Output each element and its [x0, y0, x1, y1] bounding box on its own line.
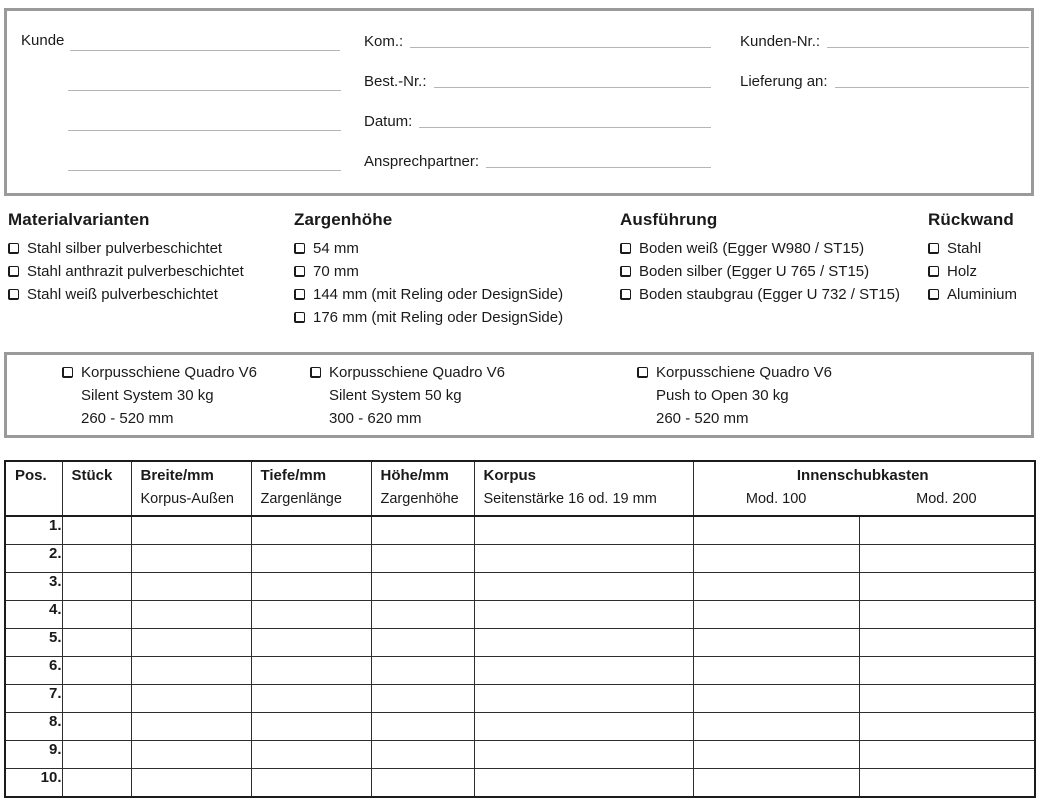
tiefe-cell[interactable]: [251, 769, 371, 797]
checkbox-icon[interactable]: [928, 266, 939, 277]
breite-cell[interactable]: [131, 713, 251, 741]
stueck-cell[interactable]: [62, 769, 131, 797]
korpus-cell[interactable]: [474, 769, 693, 797]
breite-cell[interactable]: [131, 769, 251, 797]
kunde-line-3[interactable]: [68, 130, 341, 131]
hoehe-cell[interactable]: [371, 600, 474, 628]
korpus-cell[interactable]: [474, 741, 693, 769]
kunde-line-2[interactable]: [68, 90, 341, 91]
pos-cell: 3.: [5, 572, 62, 600]
tiefe-cell[interactable]: [251, 628, 371, 656]
mod100-cell[interactable]: [693, 516, 859, 544]
section-title: Ausführung: [620, 210, 718, 229]
customer-info-box: [4, 8, 1034, 196]
hoehe-cell[interactable]: [371, 656, 474, 684]
table-row: [5, 628, 1035, 656]
checkbox-icon[interactable]: [294, 243, 305, 254]
best-nr-label: Best.-Nr.:: [364, 73, 427, 90]
checkbox-icon[interactable]: [620, 266, 631, 277]
stueck-cell[interactable]: [62, 656, 131, 684]
mod200-cell[interactable]: [859, 516, 1035, 544]
mod200-cell[interactable]: [859, 713, 1035, 741]
pos-cell: 5.: [5, 628, 62, 656]
col-header-stueck: Stück: [62, 461, 131, 516]
pos-cell: 1.: [5, 516, 62, 544]
checkbox-icon[interactable]: [8, 266, 19, 277]
checkbox-icon[interactable]: [62, 367, 73, 378]
option-material-weiss[interactable]: [8, 283, 244, 306]
table-row: [5, 516, 1035, 544]
mod100-cell[interactable]: [693, 685, 859, 713]
rail-label: Korpusschiene Quadro V6: [81, 364, 257, 381]
checkbox-icon[interactable]: [294, 312, 305, 323]
table-row: [5, 544, 1035, 572]
ansprechpartner-line[interactable]: [486, 167, 711, 168]
mod200-cell[interactable]: [859, 685, 1035, 713]
option-label: Stahl silber pulverbeschichtet: [27, 240, 223, 257]
breite-cell[interactable]: [131, 628, 251, 656]
korpus-cell[interactable]: [474, 600, 693, 628]
checkbox-icon[interactable]: [8, 289, 19, 300]
mod200-cell[interactable]: [859, 769, 1035, 797]
mod200-cell[interactable]: [859, 572, 1035, 600]
table-row: [5, 713, 1035, 741]
mod200-cell[interactable]: [859, 741, 1035, 769]
table-row: [5, 741, 1035, 769]
field-ansprechpartner: [364, 153, 711, 171]
kunde-label: Kunde: [21, 32, 65, 49]
checkbox-icon[interactable]: [294, 266, 305, 277]
stueck-cell[interactable]: [62, 572, 131, 600]
breite-cell[interactable]: [131, 544, 251, 572]
mod200-cell[interactable]: [859, 544, 1035, 572]
hoehe-cell[interactable]: [371, 769, 474, 797]
col-header-pos: Pos.: [5, 461, 62, 516]
tiefe-cell[interactable]: [251, 544, 371, 572]
col-header-tiefe: Tiefe/mm Zargenlänge: [251, 461, 371, 516]
option-label: Aluminium: [947, 286, 1018, 303]
pos-cell: 6.: [5, 656, 62, 684]
stueck-cell[interactable]: [62, 544, 131, 572]
tiefe-cell[interactable]: [251, 685, 371, 713]
pos-cell: 9.: [5, 741, 62, 769]
checkbox-icon[interactable]: [294, 289, 305, 300]
col-header-korpus: Korpus Seitenstärke 16 od. 19 mm: [474, 461, 693, 516]
section-ausfuehrung: [620, 210, 900, 306]
section-title: Materialvarianten: [8, 210, 150, 229]
section-materialvarianten: [8, 210, 244, 306]
stueck-cell[interactable]: [62, 628, 131, 656]
ansprechpartner-label: Ansprechpartner:: [364, 153, 480, 170]
korpus-cell[interactable]: [474, 516, 693, 544]
rail-sub-label: Silent System 30 kg: [81, 387, 214, 404]
option-rueckwand-holz[interactable]: [928, 260, 1017, 283]
lieferung-an-line[interactable]: [835, 87, 1029, 88]
korpus-cell[interactable]: [474, 713, 693, 741]
kom-label: Kom.:: [364, 33, 404, 50]
rail-sub-label: Push to Open 30 kg: [656, 387, 789, 404]
option-zarge-70[interactable]: [294, 260, 563, 283]
mod100-cell[interactable]: [693, 713, 859, 741]
option-material-silber[interactable]: [8, 237, 244, 260]
section-title: Rückwand: [928, 210, 1014, 229]
hoehe-cell[interactable]: [371, 741, 474, 769]
mod100-cell[interactable]: [693, 600, 859, 628]
stueck-cell[interactable]: [62, 516, 131, 544]
rail-label: Korpusschiene Quadro V6: [329, 364, 505, 381]
stueck-cell[interactable]: [62, 600, 131, 628]
option-label: Holz: [947, 263, 978, 280]
option-label: 54 mm: [313, 240, 359, 257]
pos-cell: 7.: [5, 685, 62, 713]
option-boden-silber[interactable]: [620, 260, 900, 283]
tiefe-cell[interactable]: [251, 656, 371, 684]
section-zargenhoehe: [294, 210, 563, 329]
field-datum: [364, 113, 711, 131]
col-header-mod-100: Mod. 100: [745, 491, 807, 507]
kunden-nr-label: Kunden-Nr.:: [740, 33, 821, 50]
option-rail-push-to-open[interactable]: [637, 361, 832, 430]
checkbox-icon[interactable]: [637, 367, 648, 378]
kunde-line-1[interactable]: [70, 50, 340, 51]
section-rueckwand: [928, 210, 1017, 306]
option-label: 70 mm: [313, 263, 359, 280]
tiefe-cell[interactable]: [251, 741, 371, 769]
option-rail-silent-30[interactable]: [62, 361, 257, 430]
table-row: [5, 656, 1035, 684]
checkbox-icon[interactable]: [928, 243, 939, 254]
pos-cell: 10.: [5, 769, 62, 797]
kom-line[interactable]: [410, 47, 711, 48]
option-label: 176 mm (mit Reling oder DesignSide): [313, 309, 564, 326]
best-nr-line[interactable]: [434, 87, 711, 88]
checkbox-icon[interactable]: [928, 289, 939, 300]
col-header-breite: Breite/mm Korpus-Außen: [131, 461, 251, 516]
stueck-cell[interactable]: [62, 741, 131, 769]
korpus-cell[interactable]: [474, 572, 693, 600]
option-zarge-144[interactable]: [294, 283, 563, 306]
field-lieferung-an: [740, 73, 1029, 91]
hoehe-cell[interactable]: [371, 516, 474, 544]
hoehe-cell[interactable]: [371, 685, 474, 713]
option-rueckwand-stahl[interactable]: [928, 237, 1017, 260]
table-row: [5, 600, 1035, 628]
field-best-nr: [364, 73, 711, 91]
option-label: Boden weiß (Egger W980 / ST15): [639, 240, 865, 257]
datum-line[interactable]: [419, 127, 711, 128]
korpus-cell[interactable]: [474, 656, 693, 684]
mod200-cell[interactable]: [859, 600, 1035, 628]
mod100-cell[interactable]: [693, 656, 859, 684]
korpus-cell[interactable]: [474, 685, 693, 713]
option-label: Stahl: [947, 240, 982, 257]
korpus-cell[interactable]: [474, 544, 693, 572]
option-label: Boden staubgrau (Egger U 732 / ST15): [639, 286, 900, 303]
col-header-innenschubkasten: Innenschubkasten Mod. 100 Mod. 200: [693, 461, 1035, 516]
hoehe-cell[interactable]: [371, 628, 474, 656]
kunden-nr-line[interactable]: [827, 47, 1029, 48]
rail-range-label: 300 - 620 mm: [329, 410, 422, 427]
tiefe-cell[interactable]: [251, 600, 371, 628]
section-title: Zargenhöhe: [294, 210, 393, 229]
kunde-line-4[interactable]: [68, 170, 341, 171]
stueck-cell[interactable]: [62, 685, 131, 713]
rail-label: Korpusschiene Quadro V6: [656, 364, 832, 381]
mod200-cell[interactable]: [859, 628, 1035, 656]
table-row: [5, 685, 1035, 713]
checkbox-icon[interactable]: [620, 289, 631, 300]
hoehe-cell[interactable]: [371, 572, 474, 600]
lieferung-an-label: Lieferung an:: [740, 73, 828, 90]
mod100-cell[interactable]: [693, 544, 859, 572]
option-label: Stahl anthrazit pulverbeschichtet: [27, 263, 244, 280]
hoehe-cell[interactable]: [371, 544, 474, 572]
pos-cell: 8.: [5, 713, 62, 741]
table-header-row: [5, 461, 1035, 516]
option-material-anthrazit[interactable]: [8, 260, 244, 283]
checkbox-icon[interactable]: [310, 367, 321, 378]
mod200-cell[interactable]: [859, 656, 1035, 684]
field-kom: [364, 33, 711, 51]
rail-sub-label: Silent System 50 kg: [329, 387, 462, 404]
tiefe-cell[interactable]: [251, 713, 371, 741]
rail-range-label: 260 - 520 mm: [656, 410, 749, 427]
stueck-cell[interactable]: [62, 713, 131, 741]
pos-cell: 2.: [5, 544, 62, 572]
breite-cell[interactable]: [131, 572, 251, 600]
mod100-cell[interactable]: [693, 628, 859, 656]
breite-cell[interactable]: [131, 516, 251, 544]
option-label: Boden silber (Egger U 765 / ST15): [639, 263, 870, 280]
checkbox-icon[interactable]: [620, 243, 631, 254]
korpusschiene-box: [4, 352, 1034, 438]
option-boden-weiss[interactable]: [620, 237, 900, 260]
rail-range-label: 260 - 520 mm: [81, 410, 174, 427]
pos-cell: 4.: [5, 600, 62, 628]
col-header-mod-200: Mod. 200: [916, 491, 977, 507]
option-boden-staubgrau[interactable]: [620, 283, 900, 306]
mod100-cell[interactable]: [693, 572, 859, 600]
datum-label: Datum:: [364, 113, 413, 130]
korpus-cell[interactable]: [474, 628, 693, 656]
field-kunden-nr: [740, 33, 1029, 51]
table-row: [5, 769, 1035, 797]
table-row: [5, 572, 1035, 600]
option-rueckwand-aluminium[interactable]: [928, 283, 1017, 306]
option-rail-silent-50[interactable]: [310, 361, 505, 430]
mod100-cell[interactable]: [693, 741, 859, 769]
option-zarge-176[interactable]: [294, 306, 563, 329]
breite-cell[interactable]: [131, 741, 251, 769]
hoehe-cell[interactable]: [371, 713, 474, 741]
breite-cell[interactable]: [131, 656, 251, 684]
mod100-cell[interactable]: [693, 769, 859, 797]
tiefe-cell[interactable]: [251, 572, 371, 600]
checkbox-icon[interactable]: [8, 243, 19, 254]
option-zarge-54[interactable]: [294, 237, 563, 260]
order-table: [4, 460, 1036, 798]
option-label: 144 mm (mit Reling oder DesignSide): [313, 286, 564, 303]
option-label: Stahl weiß pulverbeschichtet: [27, 286, 218, 303]
tiefe-cell[interactable]: [251, 516, 371, 544]
breite-cell[interactable]: [131, 600, 251, 628]
col-header-hoehe: Höhe/mm Zargenhöhe: [371, 461, 474, 516]
breite-cell[interactable]: [131, 685, 251, 713]
